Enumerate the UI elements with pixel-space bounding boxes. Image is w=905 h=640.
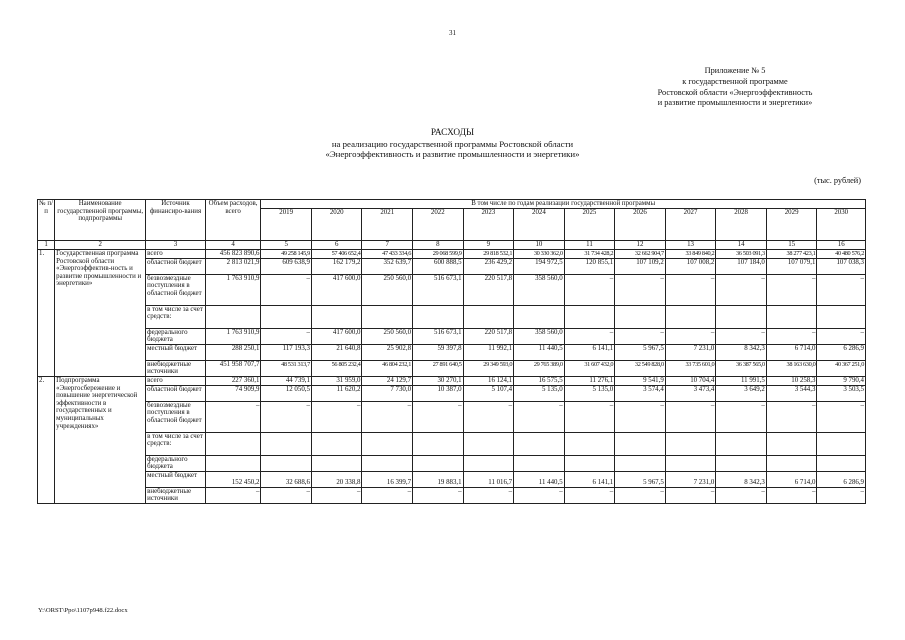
table-row xyxy=(38,471,866,487)
column-number-row xyxy=(38,241,866,250)
year-value: 59 397,8 xyxy=(413,344,464,360)
year-value: 358 560,0 xyxy=(514,328,565,344)
col-number: 14 xyxy=(716,241,767,250)
header-year: 2030 xyxy=(817,209,866,241)
year-value: – xyxy=(716,328,767,344)
title-line-3: «Энергоэффективность и развитие промышленности и энергетики» xyxy=(325,149,580,159)
col-number: 1 xyxy=(38,241,55,250)
year-value xyxy=(261,432,312,455)
funding-source: внебюджетные источники xyxy=(146,360,206,376)
col-number: 2 xyxy=(55,241,146,250)
year-value: 49 258 145,9 xyxy=(261,250,312,259)
year-value: 29 818 532,1 xyxy=(463,250,514,259)
year-value: 40 480 576,2 xyxy=(817,250,866,259)
col-number: 12 xyxy=(615,241,666,250)
year-value: 30 270,1 xyxy=(413,376,464,385)
year-value: 120 855,1 xyxy=(564,258,615,274)
funding-source: безвозмездные поступления в областной бюджет xyxy=(146,274,206,305)
header-num: № п/п xyxy=(38,200,55,241)
year-value: – xyxy=(665,401,716,432)
year-value: 516 673,1 xyxy=(413,328,464,344)
year-value xyxy=(311,305,362,328)
year-value xyxy=(261,455,312,471)
header-year: 2024 xyxy=(514,209,565,241)
year-value: 9 541,9 xyxy=(615,376,666,385)
year-value: 32 662 904,7 xyxy=(615,250,666,259)
col-number: 15 xyxy=(766,241,817,250)
year-value: 32 549 828,0 xyxy=(615,360,666,376)
year-value xyxy=(564,432,615,455)
year-value: 5 967,5 xyxy=(615,344,666,360)
year-value: 11 440,5 xyxy=(514,344,565,360)
funding-source: безвозмездные поступления в областной бюджет xyxy=(146,401,206,432)
year-value: 47 433 334,6 xyxy=(362,250,413,259)
year-value xyxy=(463,432,514,455)
header-year: 2023 xyxy=(463,209,514,241)
year-value xyxy=(564,305,615,328)
year-value: 9 790,4 xyxy=(817,376,866,385)
funding-source: в том числе за счет средств: xyxy=(146,305,206,328)
year-value: 6 286,9 xyxy=(817,344,866,360)
table-row xyxy=(38,376,866,385)
header-name: Наименование государственной программы, подпрограммы xyxy=(55,200,146,241)
year-value: – xyxy=(766,401,817,432)
header-year: 2019 xyxy=(261,209,312,241)
year-value xyxy=(463,455,514,471)
year-value: 3 473,4 xyxy=(665,385,716,401)
year-value: 21 640,8 xyxy=(311,344,362,360)
year-value: 220 517,8 xyxy=(463,328,514,344)
year-value xyxy=(665,455,716,471)
year-value: 11 016,7 xyxy=(463,471,514,487)
year-value xyxy=(463,305,514,328)
table-row xyxy=(38,401,866,432)
appendix-line-4: и развитие промышленности и энергетики» xyxy=(657,98,813,108)
year-value: 36 387 565,0 xyxy=(716,360,767,376)
year-value: 3 544,3 xyxy=(766,385,817,401)
year-value xyxy=(514,305,565,328)
year-value: – xyxy=(817,274,866,305)
year-value: 32 688,6 xyxy=(261,471,312,487)
year-value: 358 560,0 xyxy=(514,274,565,305)
year-value xyxy=(615,455,666,471)
col-number: 7 xyxy=(362,241,413,250)
total-volume: – xyxy=(205,401,261,432)
year-value: – xyxy=(766,487,817,503)
year-value: 8 342,3 xyxy=(716,471,767,487)
year-value: 107 109,2 xyxy=(615,258,666,274)
header-year: 2027 xyxy=(665,209,716,241)
total-volume xyxy=(205,432,261,455)
year-value xyxy=(413,432,464,455)
header-year: 2020 xyxy=(311,209,362,241)
year-value: – xyxy=(261,328,312,344)
year-value: – xyxy=(261,274,312,305)
year-value xyxy=(514,432,565,455)
year-value: 107 079,1 xyxy=(766,258,817,274)
total-volume: 227 360,1 xyxy=(205,376,261,385)
row-name: Подпрограмма «Энергосбережение и повышение энергетической эффективности в государственных и муниципальных учреждениях» xyxy=(55,376,146,503)
year-value: – xyxy=(615,487,666,503)
year-value: 11 440,5 xyxy=(514,471,565,487)
total-volume: 451 958 707,7 xyxy=(205,360,261,376)
funding-source: местный бюджет xyxy=(146,471,206,487)
year-value: 31 607 432,0 xyxy=(564,360,615,376)
year-value xyxy=(766,455,817,471)
year-value: – xyxy=(665,328,716,344)
year-value xyxy=(716,455,767,471)
col-number: 4 xyxy=(205,241,261,250)
funding-source: областной бюджет xyxy=(146,258,206,274)
year-value: 3 574,4 xyxy=(615,385,666,401)
year-value xyxy=(766,305,817,328)
year-value xyxy=(362,432,413,455)
year-value xyxy=(716,305,767,328)
col-number: 8 xyxy=(413,241,464,250)
table-row xyxy=(38,274,866,305)
year-value xyxy=(261,305,312,328)
header-year: 2022 xyxy=(413,209,464,241)
year-value xyxy=(362,455,413,471)
year-value: 107 038,3 xyxy=(817,258,866,274)
total-volume: 1 763 910,9 xyxy=(205,328,261,344)
table-header xyxy=(38,200,866,250)
year-value: – xyxy=(362,487,413,503)
year-value: – xyxy=(413,401,464,432)
header-source: Источник финансиро-вания xyxy=(146,200,206,241)
year-value xyxy=(564,455,615,471)
col-number: 11 xyxy=(564,241,615,250)
year-value: 24 129,7 xyxy=(362,376,413,385)
year-value xyxy=(311,455,362,471)
year-value: 5 135,0 xyxy=(514,385,565,401)
funding-source: внебюджетные источники xyxy=(146,487,206,503)
funding-source: всего xyxy=(146,250,206,259)
year-value: 44 739,1 xyxy=(261,376,312,385)
year-value: 48 531 313,7 xyxy=(261,360,312,376)
year-value: 25 902,8 xyxy=(362,344,413,360)
year-value: 31 959,0 xyxy=(311,376,362,385)
year-value xyxy=(615,432,666,455)
year-value: 220 517,8 xyxy=(463,274,514,305)
table-row xyxy=(38,487,866,503)
year-value xyxy=(665,432,716,455)
year-value xyxy=(817,432,866,455)
year-value xyxy=(766,432,817,455)
col-number: 16 xyxy=(817,241,866,250)
total-volume xyxy=(205,305,261,328)
funding-source: всего xyxy=(146,376,206,385)
header-year: 2021 xyxy=(362,209,413,241)
col-number: 6 xyxy=(311,241,362,250)
year-value: 6 714,0 xyxy=(766,471,817,487)
year-value xyxy=(716,432,767,455)
year-value: 6 141,1 xyxy=(564,471,615,487)
year-value: 11 620,2 xyxy=(311,385,362,401)
year-value: 117 193,3 xyxy=(261,344,312,360)
total-volume xyxy=(205,455,261,471)
year-value: 5 135,0 xyxy=(564,385,615,401)
funding-source: в том числе за счет средств: xyxy=(146,432,206,455)
year-value: 5 967,5 xyxy=(615,471,666,487)
table-row xyxy=(38,344,866,360)
year-value: 10 258,3 xyxy=(766,376,817,385)
table-row xyxy=(38,385,866,401)
year-value: 352 639,7 xyxy=(362,258,413,274)
year-value: – xyxy=(665,274,716,305)
year-value: 6 141,1 xyxy=(564,344,615,360)
total-volume: 456 823 890,6 xyxy=(205,250,261,259)
year-value: – xyxy=(615,401,666,432)
year-value: – xyxy=(817,328,866,344)
table-row xyxy=(38,432,866,455)
year-value xyxy=(311,432,362,455)
year-value: – xyxy=(615,328,666,344)
year-value: 516 673,1 xyxy=(413,274,464,305)
year-value xyxy=(514,455,565,471)
footer-file-path: Y:\ORST\Ppo\1107p948.f22.docx xyxy=(38,607,128,614)
year-value: 29 765 389,0 xyxy=(514,360,565,376)
year-value: 609 638,9 xyxy=(261,258,312,274)
year-value: 3 503,5 xyxy=(817,385,866,401)
units-label: (тыс. рублей) xyxy=(814,176,861,185)
year-value: 10 387,0 xyxy=(413,385,464,401)
col-number: 13 xyxy=(665,241,716,250)
year-value: – xyxy=(817,487,866,503)
year-value: 56 805 232,4 xyxy=(311,360,362,376)
year-value: – xyxy=(716,274,767,305)
table-row xyxy=(38,258,866,274)
year-value: 250 560,0 xyxy=(362,274,413,305)
year-value: – xyxy=(261,487,312,503)
year-value xyxy=(615,305,666,328)
year-value: 11 276,1 xyxy=(564,376,615,385)
col-number: 3 xyxy=(146,241,206,250)
year-value: 8 342,3 xyxy=(716,344,767,360)
year-value: – xyxy=(514,487,565,503)
year-value: 417 600,0 xyxy=(311,274,362,305)
year-value: 7 730,0 xyxy=(362,385,413,401)
year-value: – xyxy=(716,487,767,503)
year-value: – xyxy=(817,401,866,432)
year-value: 16 124,1 xyxy=(463,376,514,385)
total-volume: 74 909,9 xyxy=(205,385,261,401)
row-number: 2. xyxy=(38,376,55,503)
total-volume: 2 813 021,9 xyxy=(205,258,261,274)
document-title xyxy=(0,128,905,160)
year-value: 16 399,7 xyxy=(362,471,413,487)
subprogram-block xyxy=(38,376,866,503)
year-value: – xyxy=(564,487,615,503)
year-value: 38 277 423,1 xyxy=(766,250,817,259)
year-value: 250 560,0 xyxy=(362,328,413,344)
year-value: 20 338,8 xyxy=(311,471,362,487)
funding-source: местный бюджет xyxy=(146,344,206,360)
year-value: – xyxy=(463,401,514,432)
year-value: 12 050,5 xyxy=(261,385,312,401)
year-value: – xyxy=(564,401,615,432)
year-value: 30 330 362,0 xyxy=(514,250,565,259)
table-row xyxy=(38,305,866,328)
year-value: 3 649,2 xyxy=(716,385,767,401)
year-value: 6 714,0 xyxy=(766,344,817,360)
year-value: – xyxy=(413,487,464,503)
year-value: 36 503 091,3 xyxy=(716,250,767,259)
year-value: 5 107,4 xyxy=(463,385,514,401)
year-value xyxy=(413,305,464,328)
year-value: 107 008,2 xyxy=(665,258,716,274)
total-volume: 152 450,2 xyxy=(205,471,261,487)
col-number: 10 xyxy=(514,241,565,250)
header-year: 2028 xyxy=(716,209,767,241)
year-value: – xyxy=(716,401,767,432)
year-value xyxy=(817,305,866,328)
year-value: 417 600,0 xyxy=(311,328,362,344)
year-value: 236 429,2 xyxy=(463,258,514,274)
table-row xyxy=(38,455,866,471)
header-year: 2026 xyxy=(615,209,666,241)
appendix-line-2: к государственной программе xyxy=(682,76,788,86)
total-volume: – xyxy=(205,487,261,503)
expenses-table xyxy=(37,199,866,504)
year-value xyxy=(817,455,866,471)
year-value: 29 068 599,9 xyxy=(413,250,464,259)
table-row xyxy=(38,250,866,259)
year-value xyxy=(362,305,413,328)
year-value: – xyxy=(261,401,312,432)
year-value: – xyxy=(463,487,514,503)
year-value: 7 231,0 xyxy=(665,471,716,487)
year-value xyxy=(413,455,464,471)
program-block xyxy=(38,250,866,377)
year-value: 29 349 593,0 xyxy=(463,360,514,376)
year-value: 7 231,0 xyxy=(665,344,716,360)
year-value: 33 849 840,2 xyxy=(665,250,716,259)
total-volume: 288 250,1 xyxy=(205,344,261,360)
row-number: 1. xyxy=(38,250,55,377)
total-volume: 1 763 910,9 xyxy=(205,274,261,305)
year-value: 46 804 232,1 xyxy=(362,360,413,376)
year-value: 27 891 640,5 xyxy=(413,360,464,376)
table-row xyxy=(38,360,866,376)
row-name: Государственная программа Ростовской области «Энергоэффектив-ность и развитие промышленности и энергетики» xyxy=(55,250,146,377)
year-value: 11 992,1 xyxy=(463,344,514,360)
year-value: – xyxy=(514,401,565,432)
year-value: – xyxy=(311,487,362,503)
header-volume: Объем расходов, всего xyxy=(205,200,261,241)
header-year: 2025 xyxy=(564,209,615,241)
year-value: 57 406 652,4 xyxy=(311,250,362,259)
year-value: 33 735 601,0 xyxy=(665,360,716,376)
header-year: 2029 xyxy=(766,209,817,241)
year-value: 11 991,5 xyxy=(716,376,767,385)
year-value: 38 163 630,0 xyxy=(766,360,817,376)
appendix-caption xyxy=(605,66,865,109)
year-value: 107 184,0 xyxy=(716,258,767,274)
col-number: 9 xyxy=(463,241,514,250)
year-value: 40 367 251,0 xyxy=(817,360,866,376)
year-value: – xyxy=(615,274,666,305)
appendix-line-3: Ростовской области «Энергоэффективность xyxy=(657,87,813,97)
year-value: – xyxy=(766,274,817,305)
title-main: РАСХОДЫ xyxy=(430,128,475,138)
year-value: 6 286,9 xyxy=(817,471,866,487)
appendix-line-1: Приложение № 5 xyxy=(704,66,766,75)
header-years-caption: В том числе по годам реализации государственной программы xyxy=(261,200,866,209)
funding-source: областной бюджет xyxy=(146,385,206,401)
col-number: 5 xyxy=(261,241,312,250)
year-value xyxy=(665,305,716,328)
year-value: 19 883,1 xyxy=(413,471,464,487)
year-value: – xyxy=(311,401,362,432)
funding-source: федерального бюджета xyxy=(146,455,206,471)
year-value: – xyxy=(564,328,615,344)
page-number: 31 xyxy=(449,29,456,37)
table-row xyxy=(38,328,866,344)
year-value: – xyxy=(766,328,817,344)
year-value: 162 179,2 xyxy=(311,258,362,274)
year-value: 600 888,5 xyxy=(413,258,464,274)
year-value: 16 575,5 xyxy=(514,376,565,385)
year-value: 194 972,5 xyxy=(514,258,565,274)
year-value: 10 704,4 xyxy=(665,376,716,385)
year-value: – xyxy=(362,401,413,432)
year-value: – xyxy=(564,274,615,305)
year-value: – xyxy=(665,487,716,503)
funding-source: федерального бюджета xyxy=(146,328,206,344)
year-value: 31 734 428,2 xyxy=(564,250,615,259)
title-line-2: на реализацию государственной программы Ростовской области xyxy=(331,138,574,149)
